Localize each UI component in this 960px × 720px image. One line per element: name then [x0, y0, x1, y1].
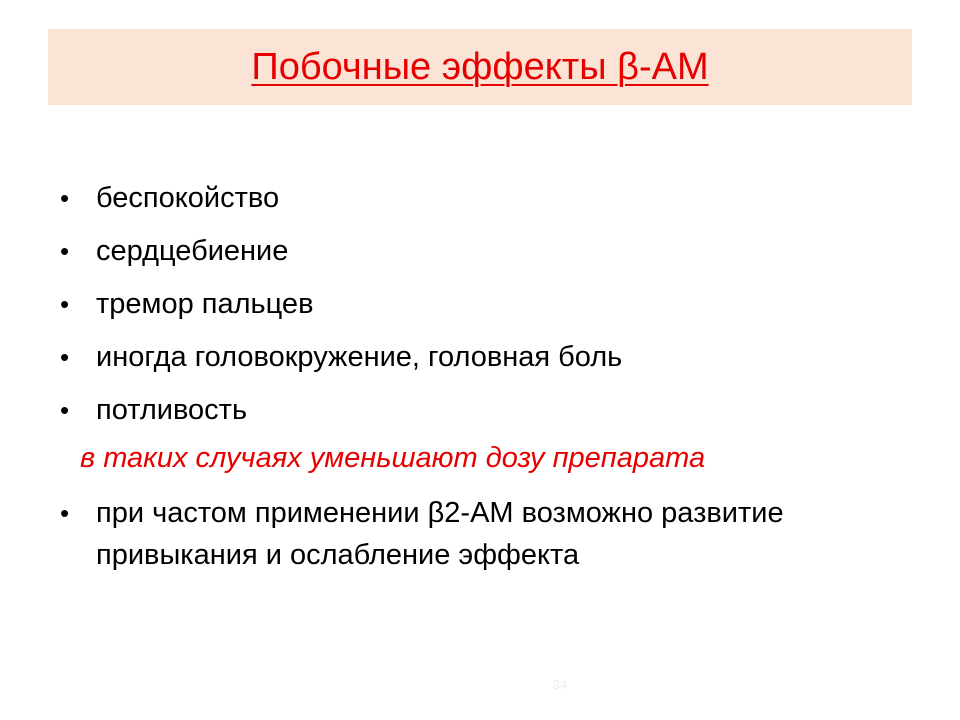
bullet-marker: • [60, 289, 70, 319]
list-item-text: тремор пальцев [96, 288, 314, 320]
bullet-marker: • [60, 498, 70, 528]
list-item-text: беспокойство [96, 182, 280, 214]
list-item-text: потливость [96, 394, 248, 426]
tolerance-list [60, 492, 920, 576]
side-effects-list [60, 172, 920, 437]
title-band [48, 29, 912, 105]
list-item-text: иногда головокружение, головная боль [96, 341, 623, 373]
bullet-marker: • [60, 183, 70, 213]
list-item [60, 225, 920, 278]
list-item [60, 172, 920, 225]
bullet-marker: • [60, 342, 70, 372]
slide-title: Побочные эффекты β-АМ [251, 45, 709, 88]
list-item-text: при частом применении β2-АМ возможно развитие привыкания и ослабление эффекта [96, 497, 784, 571]
bullet-marker: • [60, 236, 70, 266]
dose-reduction-note: в таких случаях уменьшают дозу препарата [80, 442, 706, 474]
page-number: 34 [552, 677, 568, 692]
list-item [60, 278, 920, 331]
bullet-marker: • [60, 395, 70, 425]
list-item [60, 492, 920, 576]
list-item [60, 331, 920, 384]
list-item [60, 384, 920, 437]
list-item-text: сердцебиение [96, 235, 289, 267]
